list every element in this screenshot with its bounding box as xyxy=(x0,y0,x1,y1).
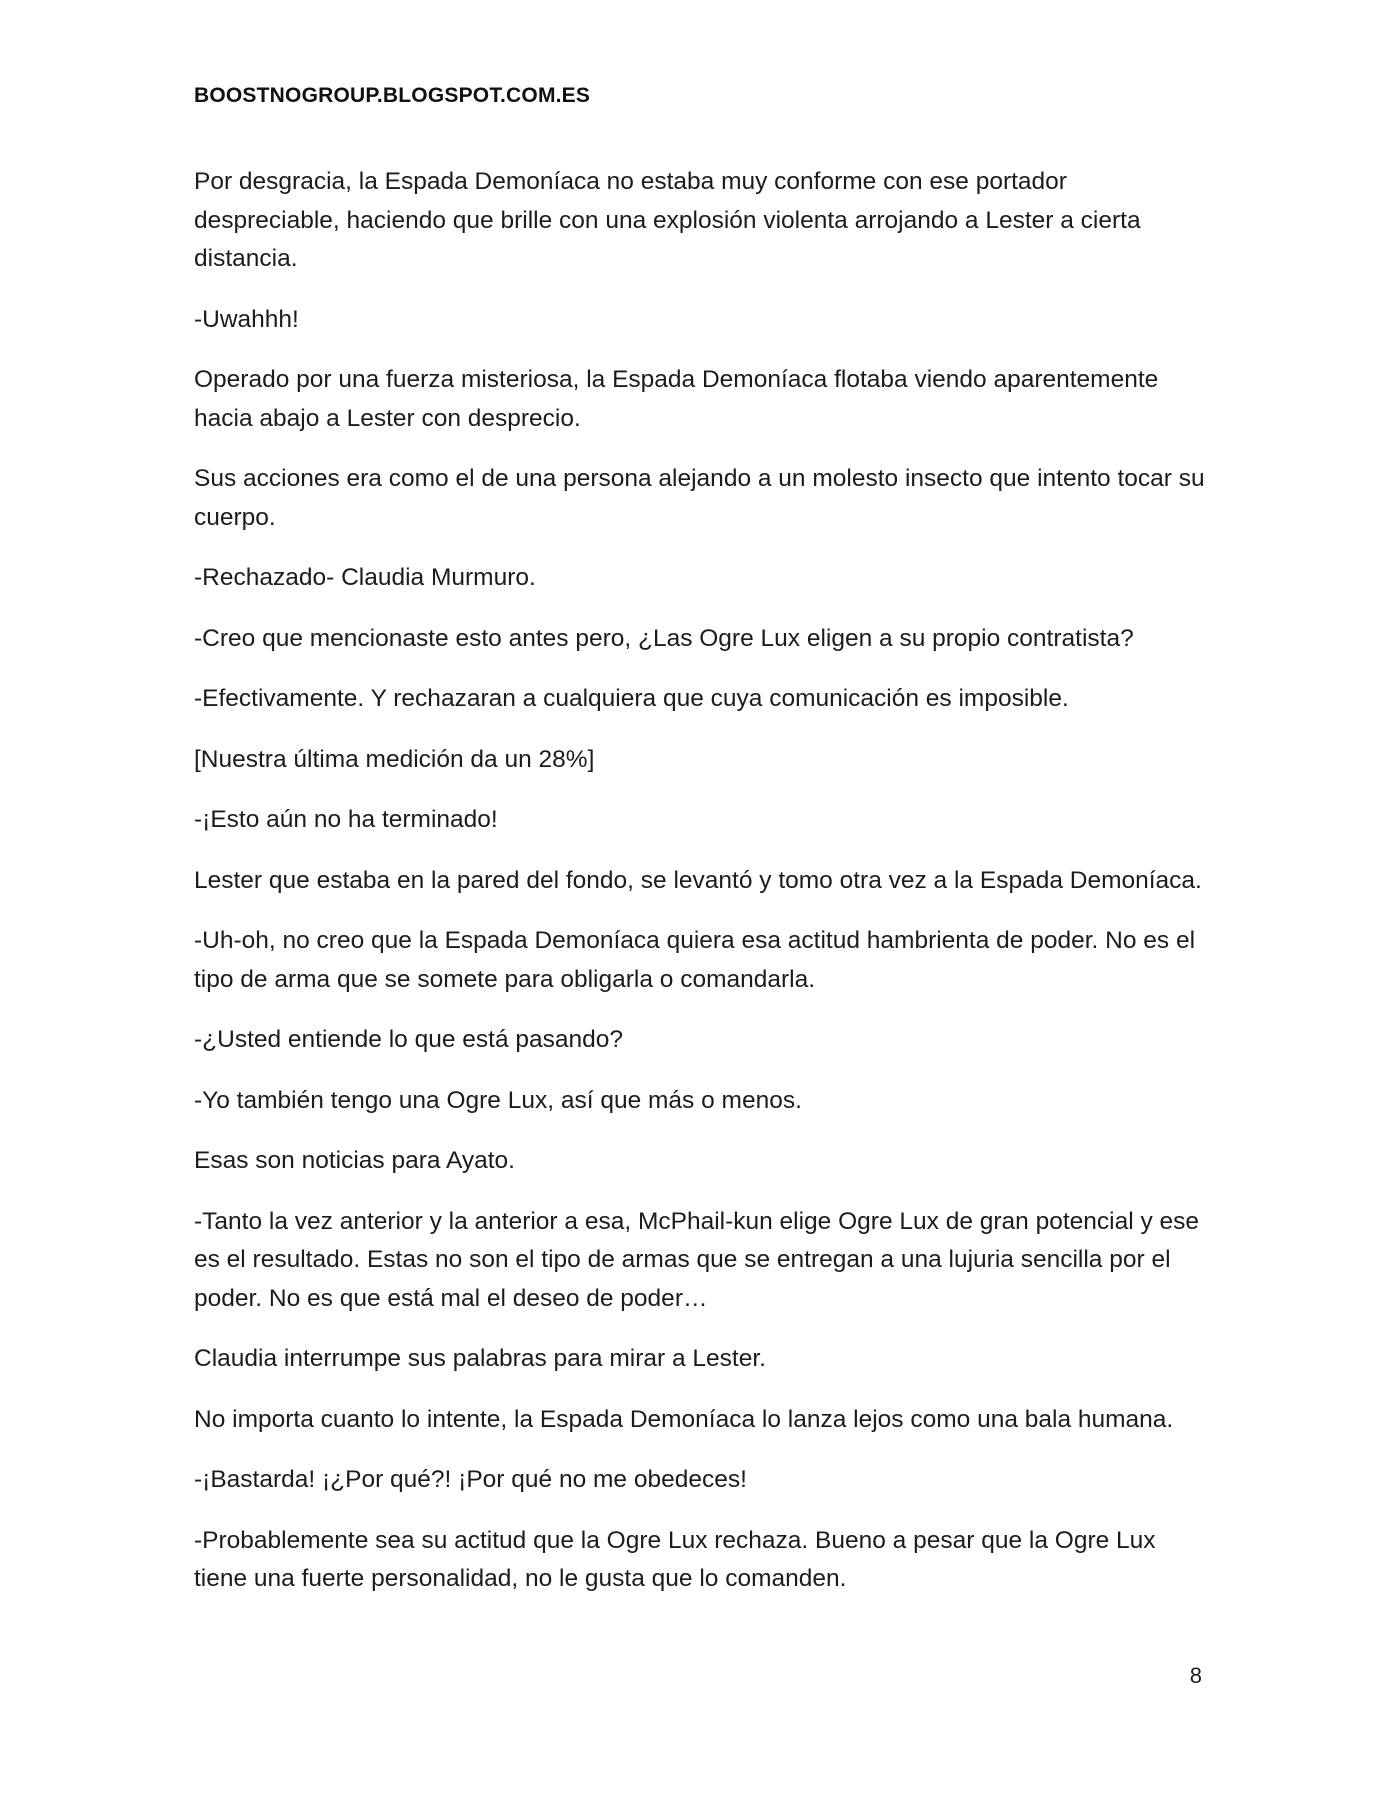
paragraph: -¡Esto aún no ha terminado! xyxy=(194,806,498,833)
page-number: 8 xyxy=(1189,1663,1202,1688)
paragraph: Sus acciones era como el de una persona alejando a un molesto insecto que intento tocar su cuerpo. xyxy=(194,465,1205,531)
page-header: BOOSTNOGROUP.BLOGSPOT.COM.ES xyxy=(194,84,591,107)
paragraph: Esas son noticias para Ayato. xyxy=(194,1147,515,1174)
paragraph: -¿Usted entiende lo que está pasando? xyxy=(194,1026,624,1053)
paragraph: -Uwahhh! xyxy=(194,305,299,333)
paragraph: Lester que estaba en la pared del fondo, se levantó y tomo otra vez a la Espada Demoníaca. xyxy=(194,866,1202,894)
paragraph: -Tanto la vez anterior y la anterior a esa, McPhail-kun elige Ogre Lux de gran potencial y ese es el resultado. Estas no son el tipo de armas que se entregan a una lujuria sencilla por el poder. No es que está mal el deseo de poder… xyxy=(194,1207,1200,1312)
body-text xyxy=(194,163,1214,1621)
paragraph: Operado por una fuerza misteriosa, la Espada Demoníaca flotaba viendo aparentemente hacia abajo a Lester con desprecio. xyxy=(194,366,1159,432)
paragraph: -Rechazado- Claudia Murmuro. xyxy=(194,564,536,591)
paragraph: -Creo que mencionaste esto antes pero, ¿Las Ogre Lux eligen a su propio contratista? xyxy=(194,624,1134,652)
paragraph: -Probablemente sea su actitud que la Ogre Lux rechaza. Bueno a pesar que la Ogre Lux tiene una fuerte personalidad, no le gusta que lo comanden. xyxy=(194,1526,1156,1592)
paragraph: Claudia interrumpe sus palabras para mirar a Lester. xyxy=(194,1345,766,1372)
paragraph: [Nuestra última medición da un 28%] xyxy=(194,745,595,773)
paragraph: No importa cuanto lo intente, la Espada Demoníaca lo lanza lejos como una bala humana. xyxy=(194,1405,1174,1433)
paragraph: -Efectivamente. Y rechazaran a cualquiera que cuya comunicación es imposible. xyxy=(194,685,1069,712)
paragraph: -Yo también tengo una Ogre Lux, así que más o menos. xyxy=(194,1086,802,1114)
paragraph: -¡Bastarda! ¡¿Por qué?! ¡Por qué no me obedeces! xyxy=(194,1466,747,1493)
paragraph: -Uh-oh, no creo que la Espada Demoníaca quiera esa actitud hambrienta de poder. No es el tipo de arma que se somete para obligarla o comandarla. xyxy=(194,927,1196,993)
paragraph: Por desgracia, la Espada Demoníaca no estaba muy conforme con ese portador despreciable, haciendo que brille con una explosión violenta arrojando a Lester a cierta distancia. xyxy=(194,168,1141,272)
